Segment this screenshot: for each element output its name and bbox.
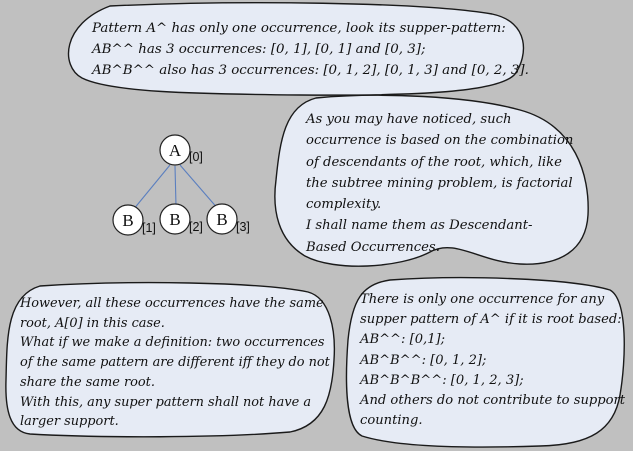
text-line: root, A[0] in this case.: [20, 315, 165, 331]
bottom-right-bubble-text: [360, 290, 625, 431]
text-line: occurrence is based on the combination: [306, 133, 574, 149]
text-line: AB^B^^ also has 3 occurrences: [0, 1, 2], [0, 1, 3] and [0, 2, 3].: [92, 63, 529, 78]
text-line: As you may have noticed, such: [306, 112, 512, 127]
text-line: There is only one occurrence for any: [360, 292, 605, 307]
svg-text:B: B: [122, 211, 134, 230]
text-line: the subtree mining problem, is factorial: [306, 175, 573, 191]
text-line: Based Occurrences.: [306, 239, 440, 255]
svg-text:B: B: [216, 210, 228, 229]
svg-text:[2]: [2]: [189, 220, 203, 234]
text-line: counting.: [360, 413, 423, 429]
svg-text:[3]: [3]: [236, 220, 250, 234]
text-line: Pattern A^ has only one occurrence, look its supper-pattern:: [92, 21, 506, 36]
svg-text:[1]: [1]: [142, 221, 156, 235]
tree-diagram: [113, 135, 250, 235]
text-line: What if we make a definition: two occurrences: [20, 335, 325, 351]
tree-node-b1: [113, 205, 156, 235]
text-line: AB^^ has 3 occurrences: [0, 1], [0, 1] and [0, 3];: [92, 42, 426, 57]
text-line: of the same pattern are different iff they do not: [20, 355, 330, 371]
text-line: larger support.: [20, 414, 119, 430]
text-line: AB^B^B^^: [0, 1, 2, 3];: [360, 372, 524, 388]
tree-node-b3: [207, 204, 250, 234]
right-bubble-text: [306, 109, 573, 258]
svg-text:B: B: [169, 210, 181, 229]
edge-root-b3: [180, 165, 219, 210]
text-line: And others do not contribute to support: [360, 393, 626, 409]
svg-text:A: A: [168, 141, 182, 160]
tree-node-root: [160, 135, 203, 165]
text-line: However, all these occurrences have the same: [20, 296, 324, 311]
text-line: supper pattern of A^ if it is root based:: [360, 312, 622, 328]
svg-text:[0]: [0]: [189, 150, 203, 164]
bottom-left-bubble-text: [20, 294, 330, 432]
tree-node-b2: [160, 204, 203, 234]
text-line: AB^B^^: [0, 1, 2];: [360, 352, 487, 368]
edge-root-b1: [133, 165, 170, 210]
text-line: With this, any super pattern shall not have a: [20, 394, 312, 410]
text-line: AB^^: [0,1];: [360, 332, 446, 348]
edge-root-b2: [175, 166, 176, 206]
text-line: share the same root.: [20, 374, 155, 390]
text-line: of descendants of the root, which, like: [306, 154, 562, 170]
top-bubble-text: [92, 18, 529, 81]
text-line: I shall name them as Descendant-: [306, 218, 533, 234]
text-line: complexity.: [306, 197, 382, 213]
